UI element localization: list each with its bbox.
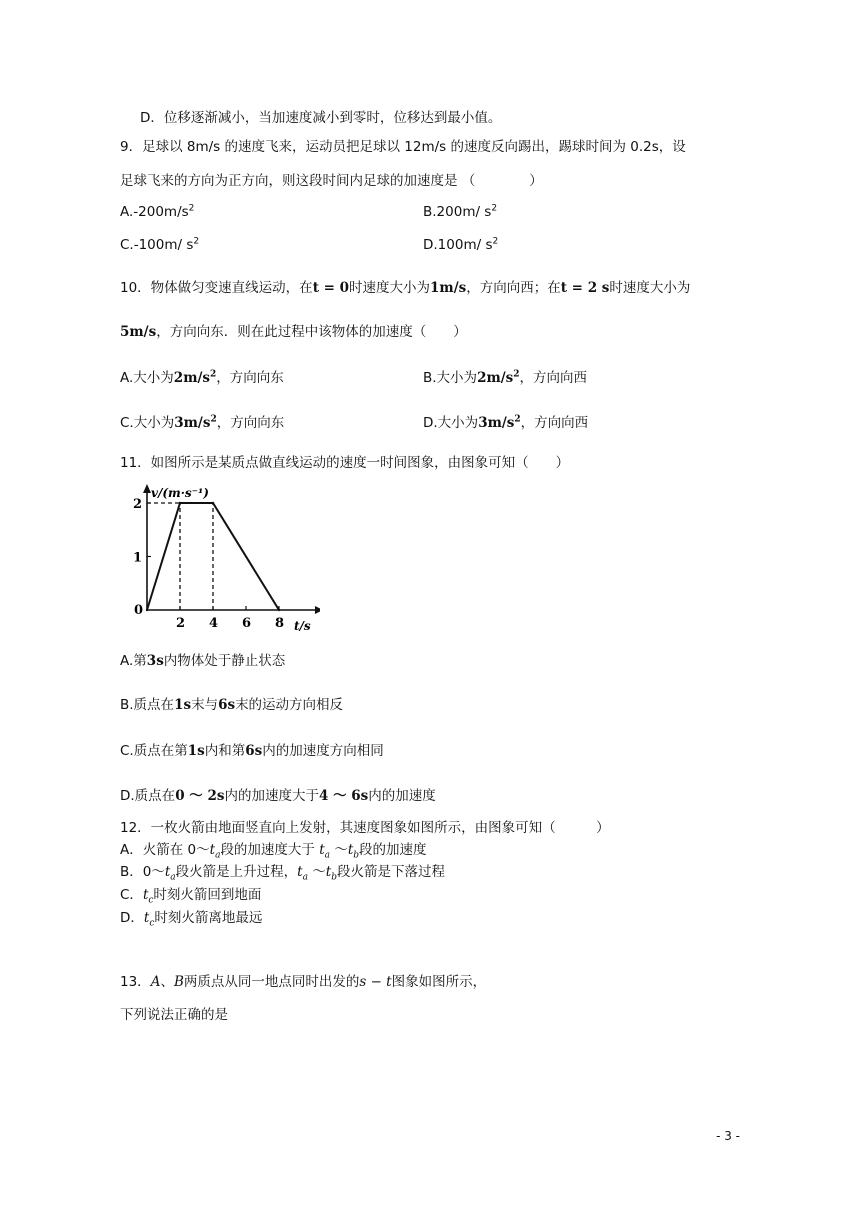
q10-option-c: C.大小为$3m/s^2$，方向向东 <box>120 414 285 431</box>
velocity-time-graph <box>120 478 320 638</box>
y-axis-arrow <box>143 484 151 493</box>
y-tick-label: 1 <box>133 550 143 566</box>
q11-option-b: B.质点在1s末与6s末的运动方向相反 <box>120 697 344 713</box>
x-tick-label: 2 <box>176 616 186 631</box>
y-tick-label: 2 <box>133 497 143 512</box>
q12-option-d: D．$t_c$时刻火箭离地最远 <box>120 910 263 929</box>
data-point <box>146 609 148 611</box>
x-tick-label: 6 <box>242 616 252 631</box>
q8-option-d: D．位移逐渐减小，当加速度减小到零时，位移达到最小值。 <box>140 110 502 126</box>
x-tick-label: 4 <box>209 616 219 631</box>
q12-stem: 12．一枚火箭由地面竖直向上发射，其速度图象如图所示，由图象可知（ ） <box>120 820 610 836</box>
q9-stem-line2: 足球飞来的方向为正方向，则这段时间内足球的加速度是 （ ） <box>120 173 543 189</box>
q9-stem-line1: 9．足球以 8m/s 的速度飞来，运动员把足球以 12m/s 的速度反向踢出，踢球时间为 0.2s，设 <box>120 139 686 155</box>
q9-option-a: $A.-200m/s^2$ <box>120 203 195 220</box>
x-axis-label: t/s <box>294 619 311 633</box>
q10-stem-line1: 10．物体做匀变速直线运动，在t = 0时速度大小为1m/s，方向向西；在t = 2 s时速度大小为 <box>120 280 691 296</box>
data-point <box>212 502 214 504</box>
q12-option-c: C．$t_c$时刻火箭回到地面 <box>120 887 262 906</box>
q9-option-d: D.100m/ $s^2$ <box>423 236 499 253</box>
q10-stem-line2: 5m/s，方向向东．则在此过程中该物体的加速度（ ） <box>120 324 467 340</box>
q11-option-a: A.第3s内物体处于静止状态 <box>120 653 286 669</box>
q10-option-a: A.大小为$2m/s^2$，方向向东 <box>120 369 284 386</box>
q10-option-d: D.大小为$3m/s^2$，方向向西 <box>423 414 589 431</box>
data-point <box>179 502 181 504</box>
q11-option-c: C.质点在第1s内和第6s内的加速度方向相同 <box>120 743 384 759</box>
q13-stem-line2: 下列说法正确的是 <box>120 1007 228 1023</box>
q10-option-b: B.大小为$2m/s^2$，方向向西 <box>423 369 588 386</box>
x-tick-label: 8 <box>275 616 285 631</box>
q12-option-a: A．火箭在 $0\sim t_a$段的加速度大于 $t_a$ $\sim t_b$段的加速度 <box>120 842 427 861</box>
q11-stem: 11．如图所示是某质点做直线运动的速度一时间图象，由图象可知（ ） <box>120 455 570 471</box>
y-axis-label: v/(m·s⁻¹) <box>151 486 209 500</box>
origin-label: 0 <box>134 603 144 618</box>
x-axis-arrow <box>315 606 320 614</box>
page-number: - 3 - <box>716 1129 740 1143</box>
q9-option-c: C.-100m/ $s^2$ <box>120 236 200 253</box>
q13-stem-line1: 13．A、B两质点从同一地点同时出发的s − t图象如图所示， <box>120 974 487 990</box>
q11-option-d: D.质点在0 ～ 2s内的加速度大于4 ～ 6s内的加速度 <box>120 788 436 804</box>
q9-option-b: B.200m/ $s^2$ <box>423 203 498 220</box>
q12-option-b: B．$0\sim t_a$段火箭是上升过程，$t_a$ $\sim t_b$段火箭是下落过程 <box>120 864 445 883</box>
